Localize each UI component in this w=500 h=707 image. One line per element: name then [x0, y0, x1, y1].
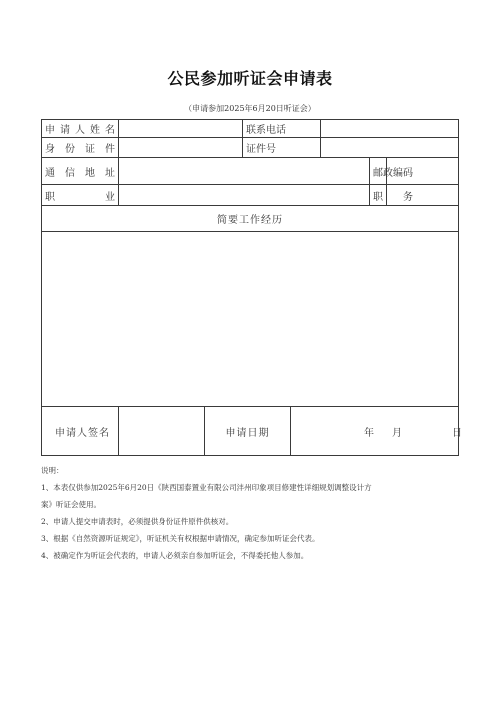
form-row-occupation: [42, 185, 459, 206]
work-history-field[interactable]: [42, 232, 459, 407]
work-history-label: 简要工作经历: [42, 206, 459, 232]
application-form: [41, 119, 462, 456]
form-row-work-history: [42, 232, 459, 407]
note-item: 3、根据《自然资源听证规定》，听证机关有权根据申请情况，确定参加听证会代表。: [41, 534, 320, 543]
notes-section: [41, 462, 461, 564]
applicant-name-label: 申请人姓名: [42, 120, 119, 138]
id-type-label: 身份证件: [42, 138, 119, 158]
page-subtitle: （申请参加2025年6月20日听证会）: [184, 104, 316, 113]
occupation-field[interactable]: [119, 185, 370, 206]
note-item: 4、被确定作为听证会代表的，申请人必须亲自参加听证会，不得委托他人参加。: [41, 551, 309, 560]
date-field[interactable]: [291, 407, 462, 456]
form-row-work-history-heading: [42, 206, 459, 232]
position-label: 职 务: [370, 185, 387, 206]
form-row-name: [42, 120, 459, 138]
id-number-label: 证件号: [243, 138, 321, 158]
form-row-id: [42, 138, 459, 158]
postcode-label: 邮政编码: [370, 158, 387, 185]
note-item: 1、本表仅供参加2025年6月20日《陕西国泰置业有限公司沣州印象项目修建性详细规划调整设计方: [41, 483, 372, 492]
form-row-signature: [42, 407, 459, 456]
signature-field[interactable]: [119, 407, 205, 456]
form-row-address: [42, 158, 459, 185]
page-title: 公民参加听证会申请表: [167, 69, 333, 88]
occupation-label: 职 业: [42, 185, 119, 206]
note-item: 2、申请人提交申请表时，必须提供身份证件原件供核对。: [41, 517, 234, 526]
id-number-field[interactable]: [321, 138, 459, 158]
address-field[interactable]: [119, 158, 370, 185]
address-label: 通信地址: [42, 158, 119, 185]
applicant-name-field[interactable]: [119, 120, 243, 138]
date-year-month: 年月: [364, 427, 420, 439]
note-item: 案》听证会使用。: [41, 500, 101, 509]
date-label: 申请日期: [205, 407, 291, 456]
id-type-field[interactable]: [119, 138, 243, 158]
signature-label: 申请人签名: [42, 407, 119, 456]
phone-field[interactable]: [321, 120, 459, 138]
date-day: 日: [452, 427, 462, 439]
phone-label: 联系电话: [243, 120, 321, 138]
notes-heading: 说明：: [41, 466, 64, 475]
